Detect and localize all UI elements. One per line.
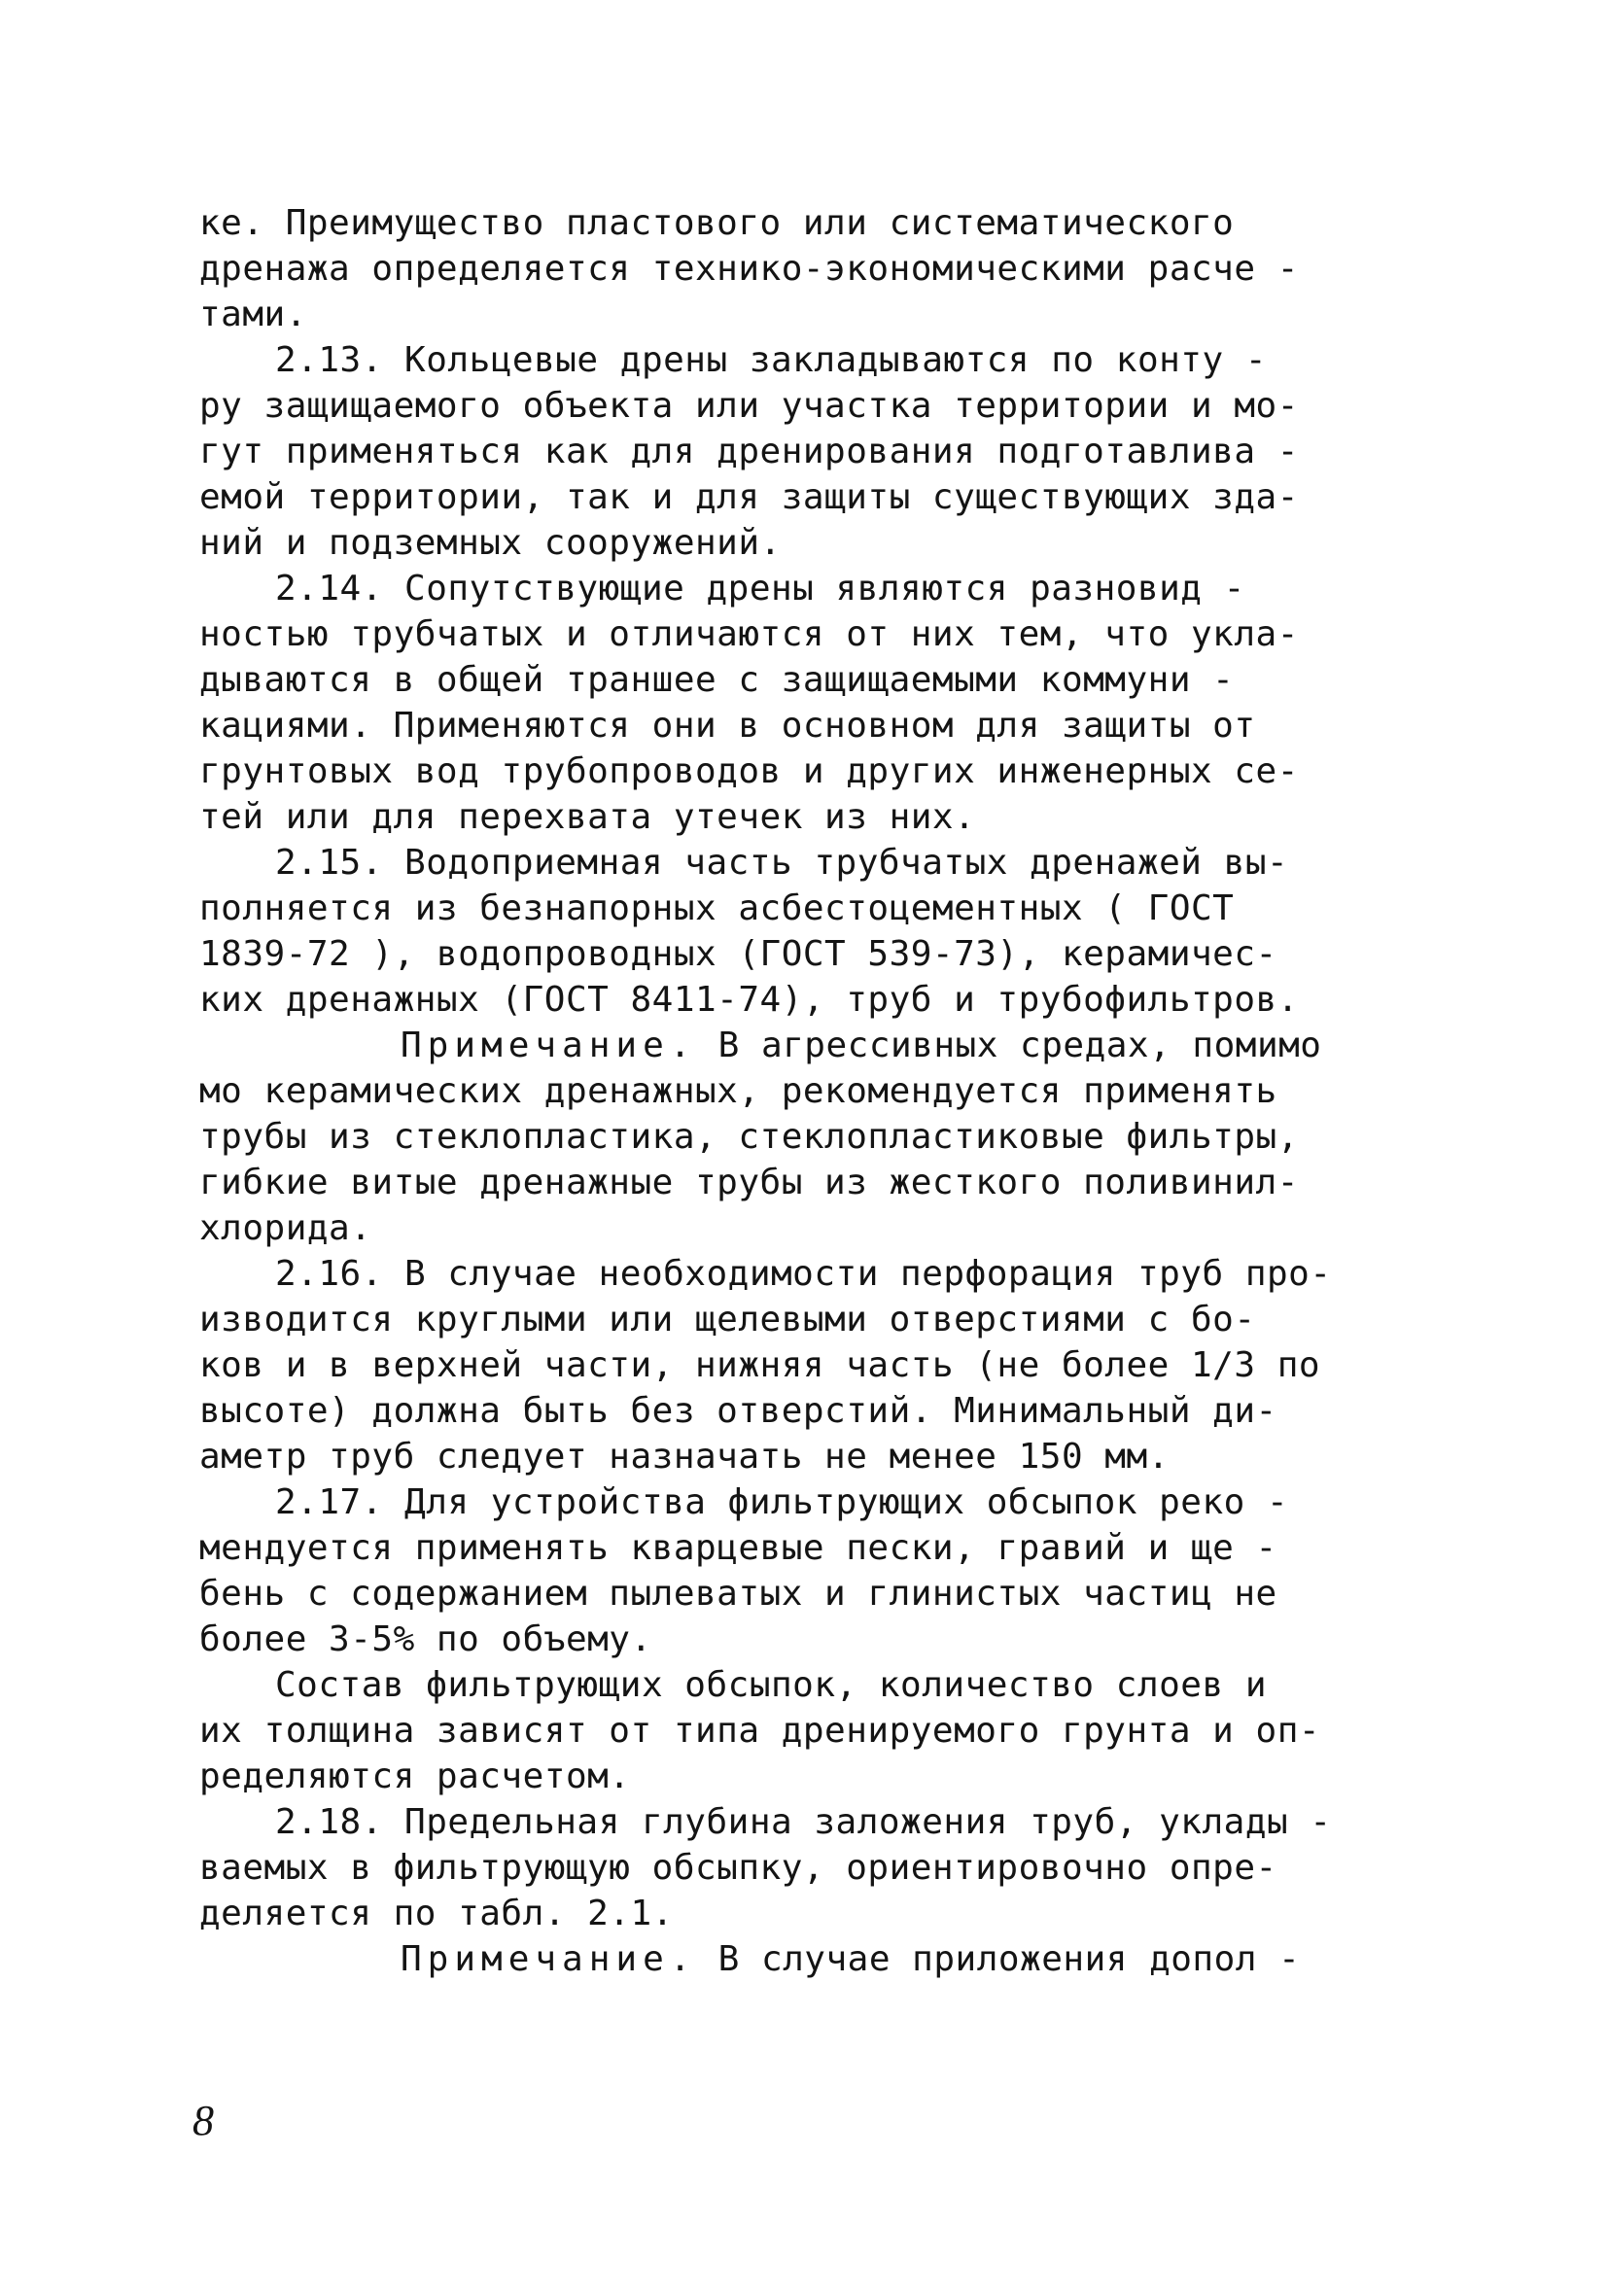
text-line: высоте) должна быть без отверстий. Минимальный ди-	[199, 1391, 1277, 1431]
text-line: полняется из безнапорных асбестоцементных ( ГОСТ	[199, 888, 1235, 928]
text-line: дренажа определяется технико-экономическими расче -	[199, 249, 1299, 289]
paragraph-composition-start: Состав фильтрующих обсыпок, количество слоев и	[275, 1665, 1267, 1705]
text-line: тей или для перехвата утечек из них.	[199, 797, 976, 837]
note-line	[199, 1023, 1410, 1068]
document-body	[199, 200, 1410, 1982]
text-line: ваемых в фильтрующую обсыпку, ориентировочно опре-	[199, 1848, 1277, 1888]
paragraph-2-18-start: 2.18. Предельная глубина заложения труб, уклады -	[275, 1802, 1332, 1842]
text-line: ределяются расчетом.	[199, 1757, 631, 1796]
text-line: тами.	[199, 295, 307, 334]
text-line: кациями. Применяются они в основном для защиты от	[199, 706, 1256, 746]
text-line: ке. Преимущество пластового или систематического	[199, 203, 1235, 243]
note-label: Примечание.	[401, 1026, 697, 1065]
note-text: В случае приложения допол -	[717, 1939, 1301, 1979]
text-line: их толщина зависят от типа дренируемого грунта и оп-	[199, 1711, 1321, 1751]
paragraph-2-13-start: 2.13. Кольцевые дрены закладываются по конту -	[275, 340, 1267, 380]
text-line: ний и подземных сооружений.	[199, 523, 782, 563]
text-line: деляется по табл. 2.1.	[199, 1894, 674, 1933]
page-number: 8	[192, 2097, 214, 2144]
text-line: дываются в общей траншее с защищаемыми коммуни -	[199, 660, 1235, 700]
note-line	[199, 1936, 1410, 1982]
text-line: трубы из стеклопластика, стеклопластиковые фильтры,	[199, 1117, 1299, 1157]
text-line: 1839-72 ), водопроводных (ГОСТ 539-73), керамичес-	[199, 934, 1277, 974]
text-line: ру защищаемого объекта или участка территории и мо-	[199, 386, 1299, 426]
text-line: бень с содержанием пылеватых и глинистых частиц не	[199, 1574, 1277, 1614]
note-text: В агрессивных средах, помимо	[717, 1026, 1322, 1065]
text-line: гибкие витые дренажные трубы из жесткого поливинил-	[199, 1163, 1299, 1202]
text-line: ких дренажных (ГОСТ 8411-74), труб и трубофильтров.	[199, 980, 1299, 1020]
text-line: гут применяться как для дренирования подготавлива -	[199, 432, 1299, 471]
paragraph-2-16-start: 2.16. В случае необходимости перфорация труб про-	[275, 1254, 1332, 1294]
text-line: ков и в верхней части, нижняя часть (не более 1/3 по	[199, 1345, 1321, 1385]
text-line: более 3-5% по объему.	[199, 1619, 652, 1659]
text-line: хлорида.	[199, 1208, 372, 1248]
text-line: емой территории, так и для защиты существующих зда-	[199, 477, 1299, 517]
text-line: мо керамических дренажных, рекомендуется применять	[199, 1071, 1277, 1111]
text-line: мендуется применять кварцевые пески, гравий и ще -	[199, 1528, 1277, 1568]
paragraph-2-14-start: 2.14. Сопутствующие дрены являются разновид -	[275, 569, 1245, 609]
note-label: Примечание.	[401, 1939, 697, 1979]
text-line: грунтовых вод трубопроводов и других инженерных се-	[199, 751, 1299, 791]
text-line: изводится круглыми или щелевыми отверстиями с бо-	[199, 1300, 1256, 1339]
text-line: ностью трубчатых и отличаются от них тем, что укла-	[199, 614, 1299, 654]
paragraph-2-17-start: 2.17. Для устройства фильтрующих обсыпок реко -	[275, 1482, 1289, 1522]
paragraph-2-15-start: 2.15. Водоприемная часть трубчатых дренажей вы-	[275, 843, 1289, 883]
text-line: аметр труб следует назначать не менее 150 мм.	[199, 1437, 1170, 1477]
